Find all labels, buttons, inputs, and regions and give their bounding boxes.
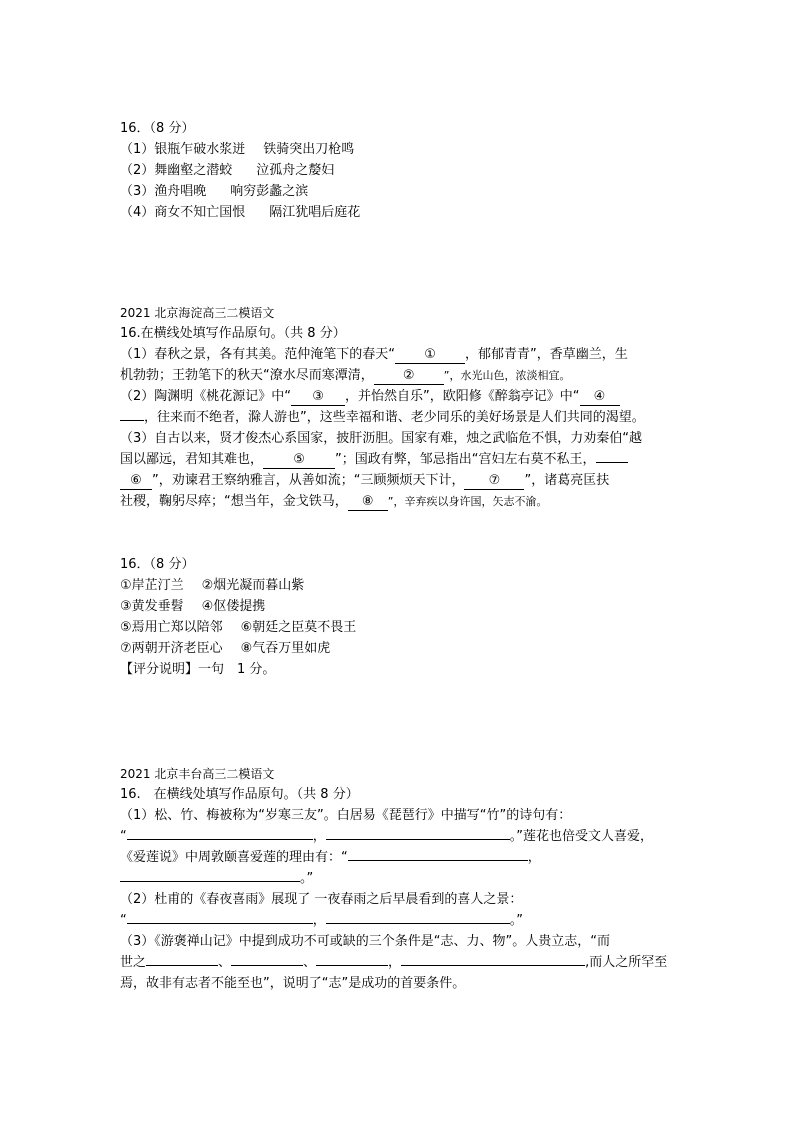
blank-bamboo-2[interactable] xyxy=(326,839,510,840)
exam1-source: 2021 北京海淀高三二模语文 xyxy=(120,306,275,320)
answer2-row-1: ①岸芷汀兰 ②烟光凝而暮山紫 xyxy=(120,578,305,593)
exam1-line-2: 机勃勃；王勃笔下的秋天“潦水尽而寒潭清， ② ”，水光山色，浓淡相宜。 xyxy=(120,368,571,383)
exam1-line-1: （1）春秋之景，各有其美。范仲淹笔下的春天“ ① ，郁郁青青”，香草幽兰，生 xyxy=(120,347,628,362)
blank-trip-2[interactable] xyxy=(231,965,303,966)
exam1-line-7: ⑥ ”，劝谏君王察纳雅言，从善如流；“三顾频烦天下计， ⑦ ”，诸葛亮匡扶 xyxy=(120,470,609,491)
exam1-title: 16.在横线处填写作品原句。（共 8 分） xyxy=(120,326,346,341)
blank-7[interactable]: ⑦ xyxy=(464,472,524,490)
exam2-line-7: （3）《游褒禅山记》中提到成功不可或缺的三个条件是“志、力、物”。人贵立志，“而 xyxy=(120,934,610,949)
answer2-note: 【评分说明】一句 1 分。 xyxy=(120,662,276,677)
exam2-line-9: 焉，故非有志者不能至也”，说明了“志”是成功的首要条件。 xyxy=(120,976,466,991)
answer2-row-3: ⑤焉用亡郑以陪邻 ⑥朝廷之臣莫不畏王 xyxy=(120,620,357,635)
blank-rain-1[interactable] xyxy=(127,923,313,924)
blank-bamboo-1[interactable] xyxy=(127,839,313,840)
blank-trip-4[interactable] xyxy=(401,965,585,966)
answer1-line-3: （3）渔舟唱晚 响穷彭蠡之滨 xyxy=(120,184,309,199)
exam2-source: 2021 北京丰台高三二模语文 xyxy=(120,767,275,781)
answer2-row-4: ⑦两朝开济老臣心 ⑧气吞万里如虎 xyxy=(120,641,331,656)
blank-4[interactable]: ④ xyxy=(580,388,620,406)
blank-3[interactable]: ③ xyxy=(291,388,345,406)
exam2-line-2: “ ， 。”莲花也倍受文人喜爱， xyxy=(120,829,654,844)
blank-1[interactable]: ① xyxy=(395,346,465,364)
exam2-line-1: （1）松、竹、梅被称为“岁寒三友”。白居易《琵琶行》中描写“竹”的诗句有： xyxy=(120,808,572,823)
answer1-line-4: （4）商女不知亡国恨 隔江犹唱后庭花 xyxy=(120,205,361,220)
exam2-line-8: 世之 、 、 ， ,而人之所罕至 xyxy=(120,955,668,970)
answer1-heading: 16．（8 分） xyxy=(120,121,195,136)
answer1-line-1: （1）银瓶乍破水浆迸 铁骑突出刀枪鸣 xyxy=(120,142,355,157)
exam1-line-6: 国以鄙远，君知其难也， ⑤ ”；国政有弊，邹忌指出“宫妇左右莫不私王， xyxy=(120,449,628,470)
answer2-heading: 16．（8 分） xyxy=(120,557,195,572)
exam1-line-4: ，往来而不绝者，滁人游也”，这些幸福和谐、老少同乐的美好场景是人们共同的渴望。 xyxy=(120,407,645,428)
blank-trip-1[interactable] xyxy=(146,965,218,966)
blank-lotus-2[interactable] xyxy=(120,881,300,882)
answer1-line-2: （2）舞幽壑之潜蛟 泣孤舟之嫠妇 xyxy=(120,163,335,178)
exam1-line-8: 社稷，鞠躬尽瘁；“想当年，金戈铁马， ⑧ ”，辛弃疾以身许国，矢志不渝。 xyxy=(120,494,548,509)
exam2-line-3: 《爱莲说》中周敦颐喜爱莲的理由有：“ ， xyxy=(120,850,541,865)
exam1-line-5: （3）自古以来，贤才俊杰心系国家，披肝沥胆。国家有难，烛之武临危不惧，力劝秦伯“越 xyxy=(120,431,643,446)
blank-trip-3[interactable] xyxy=(316,965,388,966)
blank-6[interactable]: ⑥ xyxy=(120,472,152,490)
exam2-line-6: “ ， 。” xyxy=(120,913,524,928)
exam2-line-4: 。” xyxy=(120,868,313,889)
blank-rain-2[interactable] xyxy=(326,923,510,924)
blank-8[interactable]: ⑧ xyxy=(348,493,388,511)
blank-6-start[interactable] xyxy=(596,462,628,463)
answer2-row-2: ③黄发垂髫 ④伛偻提携 xyxy=(120,599,266,614)
blank-2[interactable]: ② xyxy=(374,367,444,385)
blank-lotus-1[interactable] xyxy=(348,860,528,861)
exam2-title: 16. 在横线处填写作品原句。（共 8 分） xyxy=(120,787,359,802)
exam2-line-5: （2）杜甫的《春夜喜雨》展现了 一夜春雨之后早晨看到的喜人之景： xyxy=(120,892,523,907)
blank-4-cont[interactable] xyxy=(120,420,144,421)
exam1-line-3: （2）陶渊明《桃花源记》中“ ③ ，并怡然自乐”，欧阳修《醉翁亭记》中“ ④ xyxy=(120,386,620,407)
blank-5[interactable]: ⑤ xyxy=(263,451,335,469)
